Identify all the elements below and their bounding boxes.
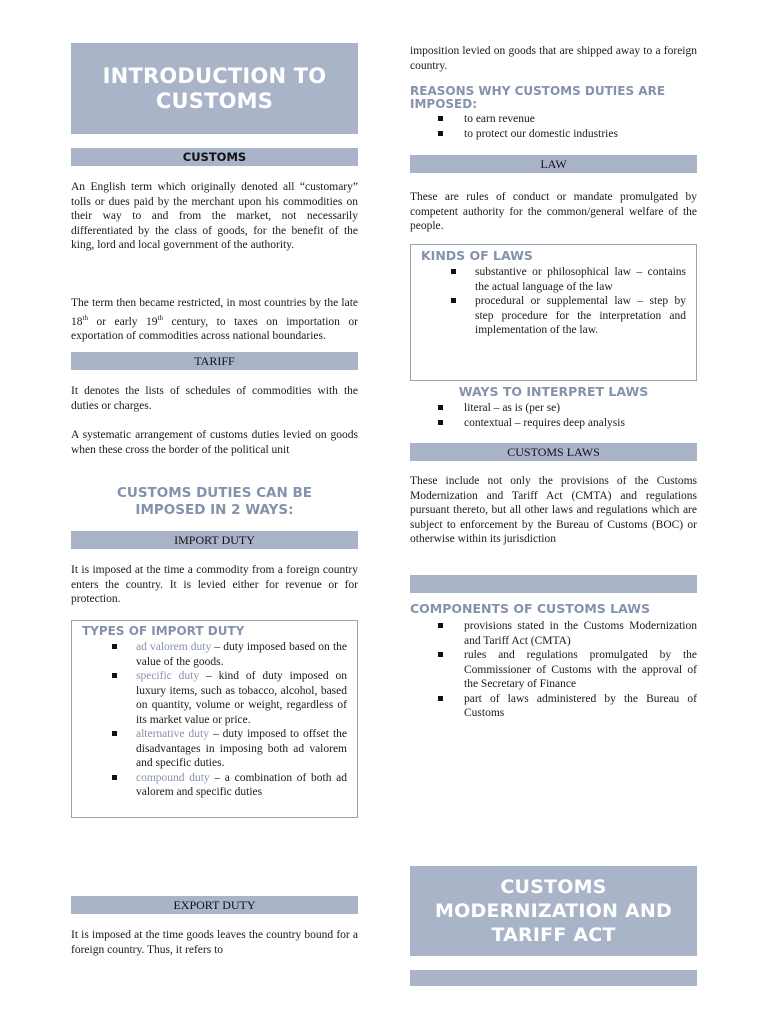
export-duty-bar: EXPORT DUTY xyxy=(71,896,358,914)
list-item: specific duty – kind of duty imposed on luxury items, such as tobacco, alcohol, based on quantity, volume or weight, regardless of its market value or price. xyxy=(136,669,347,727)
list-item: to earn revenue xyxy=(464,112,697,127)
bullet-icon xyxy=(451,269,456,274)
continued-paragraph: imposition levied on goods that are shipped away to a foreign country. xyxy=(410,45,697,72)
reasons-list xyxy=(464,112,697,141)
bullet-icon xyxy=(451,298,456,303)
kinds-list xyxy=(475,265,686,338)
cmta-title-box xyxy=(410,866,697,956)
list-item: rules and regulations promulgated by the Commissioner of Customs with the approval of the Secretary of Finance xyxy=(464,648,697,692)
main-title-line1: INTRODUCTION TO xyxy=(102,63,327,88)
law-section-bar: LAW xyxy=(410,155,697,173)
list-item: alternative duty – duty imposed to offset the disadvantages in imposing both ad valorem and specific duties. xyxy=(136,727,347,771)
import-duty-bar: IMPORT DUTY xyxy=(71,531,358,549)
bullet-icon xyxy=(438,131,443,136)
bullet-icon xyxy=(112,644,117,649)
list-item: part of laws administered by the Bureau of Customs xyxy=(464,692,697,721)
duties-heading: CUSTOMS DUTIES CAN BE IMPOSED IN 2 WAYS: xyxy=(116,485,313,518)
bullet-icon xyxy=(438,696,443,701)
list-item: ad valorem duty – duty imposed based on the value of the goods. xyxy=(136,640,347,669)
components-list xyxy=(464,619,697,721)
customs-definition-paragraph: An English term which originally denoted all “customary” tolls or dues paid by the merchant upon his commodities on their way to and from the market, not necessarily differentiated by the class of goods, for the benefit of the king, lord and local government of the authority. xyxy=(71,181,358,251)
kinds-heading: KINDS OF LAWS xyxy=(421,248,533,263)
customs-history-paragraph: The term then became restricted, in most countries by the late 18th or early 19th century, to taxes on importation or exportation of commodities across national boundaries. xyxy=(71,297,358,342)
types-heading: TYPES OF IMPORT DUTY xyxy=(82,624,245,638)
kinds-of-laws-box xyxy=(410,244,697,381)
bullet-icon xyxy=(438,116,443,121)
interpret-heading: WAYS TO INTERPRET LAWS xyxy=(458,384,649,399)
bullet-icon xyxy=(438,652,443,657)
bullet-icon xyxy=(438,420,443,425)
list-item: provisions stated in the Customs Modernization and Tariff Act (CMTA) xyxy=(464,619,697,648)
types-list xyxy=(136,640,347,800)
blank-section-bar xyxy=(410,575,697,593)
interpret-list xyxy=(464,401,697,430)
list-item: literal – as is (per se) xyxy=(464,401,697,416)
list-item: substantive or philosophical law – contains the actual language of the law xyxy=(475,265,686,294)
tariff-paragraph-2: A systematic arrangement of customs duties levied on goods when these cross the border of the political unit xyxy=(71,429,358,456)
bullet-icon xyxy=(438,405,443,410)
customs-laws-paragraph: These include not only the provisions of the Customs Modernization and Tariff Act (CMTA) and regulations pursuant thereto, but all other laws and regulations which are subject to enforcement by the Bureau of Customs (BOC) or otherwise within its jurisdiction xyxy=(410,475,697,545)
tariff-section-bar: TARIFF xyxy=(71,352,358,370)
customs-section-bar: CUSTOMS xyxy=(71,148,358,166)
bullet-icon xyxy=(112,731,117,736)
export-duty-paragraph: It is imposed at the time goods leaves the country bound for a foreign country. Thus, it refers to xyxy=(71,929,358,956)
list-item: procedural or supplemental law – step by step procedure for the interpretation and implementation of the law. xyxy=(475,294,686,338)
reasons-heading: REASONS WHY CUSTOMS DUTIES ARE IMPOSED: xyxy=(410,84,666,111)
main-title-line2: CUSTOMS xyxy=(155,88,274,113)
cmta-title-line3: TARIFF ACT xyxy=(491,924,616,946)
import-duty-paragraph: It is imposed at the time a commodity from a foreign country enters the country. It is levied either for revenue or for protection. xyxy=(71,564,358,605)
tariff-paragraph-1: It denotes the lists of schedules of commodities with the duties or charges. xyxy=(71,385,358,412)
bullet-icon xyxy=(112,775,117,780)
list-item: compound duty – a combination of both ad valorem and specific duties xyxy=(136,771,347,800)
bullet-icon xyxy=(112,673,117,678)
main-title-box xyxy=(71,43,358,134)
types-of-import-duty-box xyxy=(71,620,358,818)
list-item: contextual – requires deep analysis xyxy=(464,416,697,431)
law-paragraph: These are rules of conduct or mandate promulgated by competent authority for the common/general welfare of the people. xyxy=(410,191,697,232)
cmta-title-line2: MODERNIZATION AND xyxy=(435,900,672,922)
bullet-icon xyxy=(438,623,443,628)
customs-laws-bar: CUSTOMS LAWS xyxy=(410,443,697,461)
components-heading: COMPONENTS OF CUSTOMS LAWS xyxy=(410,601,651,616)
bottom-bar xyxy=(410,970,697,986)
cmta-title-line1: CUSTOMS xyxy=(500,876,607,898)
list-item: to protect our domestic industries xyxy=(464,127,697,142)
